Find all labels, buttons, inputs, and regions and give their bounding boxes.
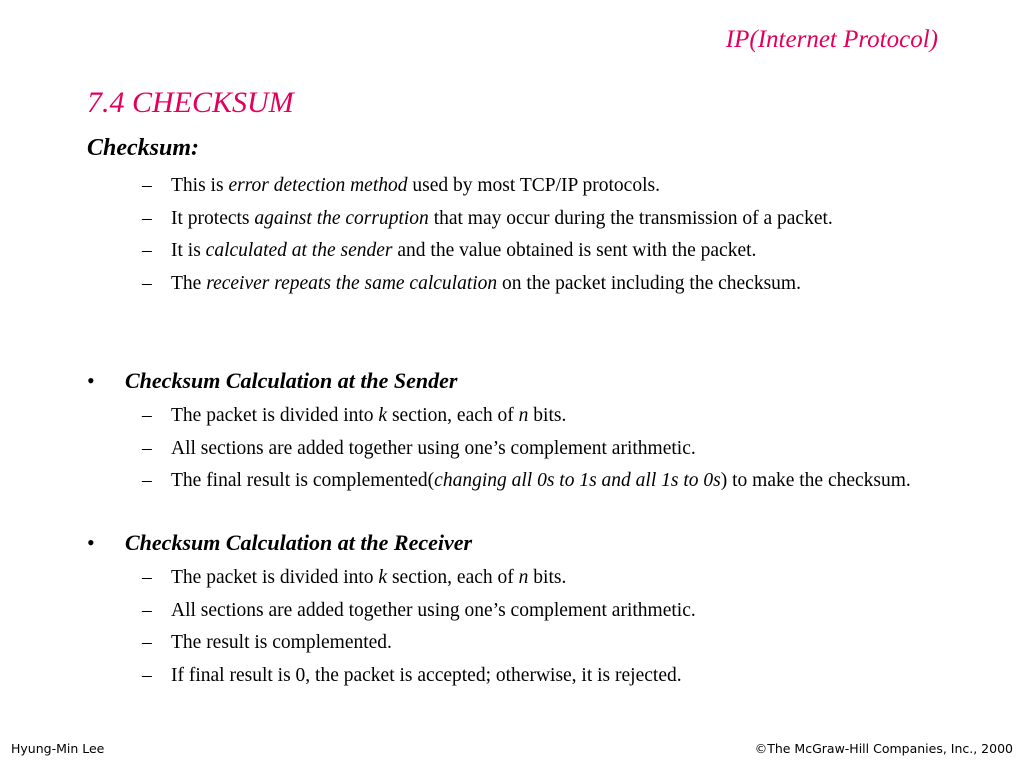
item-text: bits. xyxy=(528,567,567,588)
list-item xyxy=(142,629,942,656)
item-emphasis: k xyxy=(378,405,388,426)
list-item xyxy=(142,402,942,429)
item-text: The result is complemented. xyxy=(171,632,392,653)
item-text: section, each of xyxy=(387,567,519,588)
item-text: It protects xyxy=(171,207,255,229)
list-item xyxy=(142,564,942,591)
sender-heading xyxy=(87,368,458,394)
footer-copyright: ©The McGraw-Hill Companies, Inc., 2000 xyxy=(754,741,1013,756)
bullet-marker: • xyxy=(87,368,95,393)
header-title: IP(Internet Protocol) xyxy=(725,26,938,53)
checksum-heading: Checksum: xyxy=(87,135,200,161)
item-emphasis: n xyxy=(518,567,529,588)
item-text: bits. xyxy=(528,405,567,426)
item-text: and the value obtained is sent with the packet. xyxy=(392,240,757,261)
item-emphasis: calculated at the sender xyxy=(205,240,393,261)
item-emphasis: k xyxy=(378,567,388,588)
item-text: The packet is divided into xyxy=(171,405,379,426)
list-item xyxy=(142,467,942,494)
list-item xyxy=(142,662,942,689)
dash-marker: – xyxy=(142,632,152,653)
list-item xyxy=(142,205,942,232)
sender-heading-text: Checksum Calculation at the Sender xyxy=(125,368,458,393)
footer-author: Hyung-Min Lee xyxy=(11,741,105,756)
item-text: section, each of xyxy=(387,405,519,426)
item-text: that may occur during the transmission of a packet. xyxy=(428,207,833,229)
item-emphasis: receiver repeats the same calculation xyxy=(206,272,498,294)
item-emphasis: changing all 0s to 1s and all 1s to 0s xyxy=(434,470,721,491)
bullet-marker: • xyxy=(87,530,95,555)
list-item xyxy=(142,237,942,264)
sender-steps-list xyxy=(142,402,942,500)
item-text: If final result is 0, the packet is accepted; otherwise, it is rejected. xyxy=(171,664,682,686)
dash-marker: – xyxy=(142,175,152,196)
item-text: The final result is complemented( xyxy=(171,470,435,491)
dash-marker: – xyxy=(142,272,152,294)
item-text: used by most TCP/IP protocols. xyxy=(407,175,660,196)
item-emphasis: n xyxy=(518,405,529,426)
item-text: on the packet including the checksum. xyxy=(497,272,801,294)
dash-marker: – xyxy=(142,207,152,229)
item-text: The xyxy=(171,272,207,294)
section-title: 7.4 CHECKSUM xyxy=(87,86,294,119)
receiver-steps-list xyxy=(142,564,942,694)
receiver-heading xyxy=(87,530,472,556)
item-text: It is xyxy=(171,240,206,261)
item-text: The packet is divided into xyxy=(171,567,379,588)
item-text: ) to make the checksum. xyxy=(720,470,911,491)
dash-marker: – xyxy=(142,240,152,261)
dash-marker: – xyxy=(142,567,152,588)
item-emphasis: against the corruption xyxy=(254,207,429,229)
checksum-definition-list xyxy=(142,172,942,302)
dash-marker: – xyxy=(142,437,152,459)
item-emphasis: error detection method xyxy=(228,175,408,196)
receiver-heading-text: Checksum Calculation at the Receiver xyxy=(125,530,473,555)
item-text: All sections are added together using one’s complement arithmetic. xyxy=(171,437,696,459)
item-text: All sections are added together using one’s complement arithmetic. xyxy=(171,599,696,621)
list-item xyxy=(142,172,942,199)
dash-marker: – xyxy=(142,599,152,621)
dash-marker: – xyxy=(142,664,152,686)
list-item xyxy=(142,435,942,462)
dash-marker: – xyxy=(142,470,152,491)
dash-marker: – xyxy=(142,405,152,426)
list-item xyxy=(142,270,942,297)
item-text: This is xyxy=(171,175,229,196)
list-item xyxy=(142,597,942,624)
